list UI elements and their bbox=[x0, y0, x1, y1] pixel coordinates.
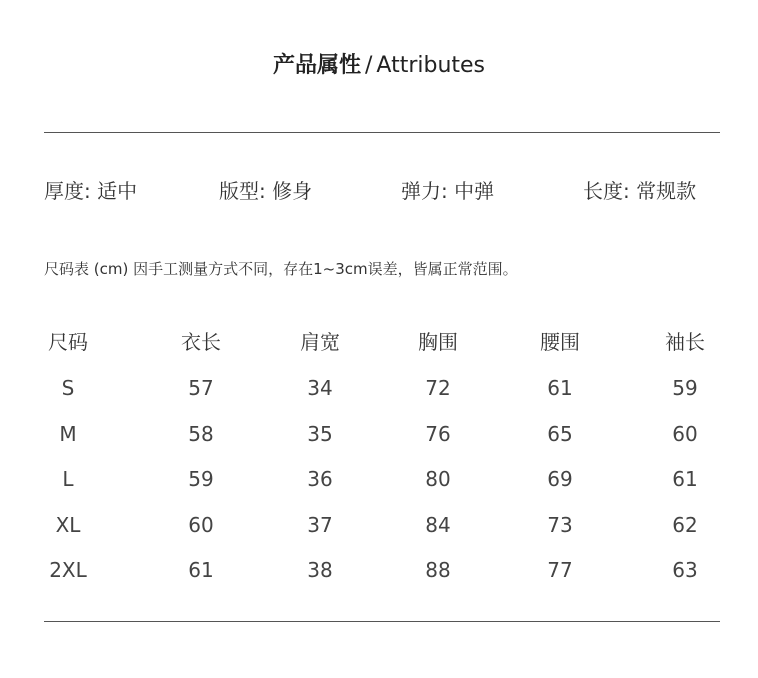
title-en: Attributes bbox=[376, 53, 486, 78]
table-cell: 59 bbox=[188, 467, 214, 491]
table-cell: 77 bbox=[547, 558, 573, 582]
attribute-key: 弹力 : bbox=[401, 179, 454, 203]
table-cell: 76 bbox=[425, 422, 451, 446]
table-cell: 60 bbox=[672, 422, 698, 446]
size-label-cell: L bbox=[62, 467, 74, 491]
attribute-key: 版型 : bbox=[219, 179, 272, 203]
title-cn: 产品属性 bbox=[272, 53, 361, 78]
size-label-cell: 2XL bbox=[49, 558, 87, 582]
attribute-thickness bbox=[44, 176, 137, 206]
table-cell: 61 bbox=[547, 376, 573, 400]
page-title bbox=[0, 50, 758, 82]
table-cell: 37 bbox=[307, 513, 333, 537]
table-cell: 34 bbox=[307, 376, 333, 400]
attribute-length bbox=[583, 176, 696, 206]
table-cell: 69 bbox=[547, 467, 573, 491]
table-cell: 59 bbox=[672, 376, 698, 400]
table-cell: 80 bbox=[425, 467, 451, 491]
size-label-cell: S bbox=[61, 376, 75, 400]
table-cell: 88 bbox=[425, 558, 451, 582]
attribute-fit bbox=[219, 176, 312, 206]
table-cell: 73 bbox=[547, 513, 573, 537]
column-header: 腰围 bbox=[540, 330, 580, 354]
title-separator: / bbox=[364, 53, 373, 78]
table-cell: 65 bbox=[547, 422, 573, 446]
table-cell: 35 bbox=[307, 422, 333, 446]
table-cell: 57 bbox=[188, 376, 214, 400]
column-header: 尺码 bbox=[48, 330, 88, 354]
attribute-key: 厚度 : bbox=[44, 179, 97, 203]
table-cell: 61 bbox=[188, 558, 214, 582]
table-cell: 61 bbox=[672, 467, 698, 491]
table-cell: 38 bbox=[307, 558, 333, 582]
column-header: 袖长 bbox=[665, 330, 705, 354]
table-cell: 58 bbox=[188, 422, 214, 446]
size-label-cell: M bbox=[59, 422, 77, 446]
table-cell: 72 bbox=[425, 376, 451, 400]
top-divider bbox=[44, 132, 720, 133]
size-note: 尺码表 (cm) 因手工测量方式不同，存在1~3cm误差，皆属正常范围。 bbox=[44, 260, 518, 278]
attribute-key: 长度 : bbox=[583, 179, 636, 203]
attribute-elasticity bbox=[401, 176, 494, 206]
table-cell: 63 bbox=[672, 558, 698, 582]
attribute-value: 中弹 bbox=[454, 179, 495, 203]
attribute-value: 适中 bbox=[97, 179, 138, 203]
table-cell: 84 bbox=[425, 513, 451, 537]
table-cell: 36 bbox=[307, 467, 333, 491]
table-cell: 62 bbox=[672, 513, 698, 537]
table-cell: 60 bbox=[188, 513, 214, 537]
column-header: 肩宽 bbox=[300, 330, 340, 354]
size-label-cell: XL bbox=[55, 513, 81, 537]
bottom-divider bbox=[44, 621, 720, 622]
column-header: 胸围 bbox=[418, 330, 458, 354]
column-header: 衣长 bbox=[181, 330, 221, 354]
attribute-value: 常规款 bbox=[636, 179, 697, 203]
attribute-row bbox=[44, 176, 720, 206]
attribute-value: 修身 bbox=[272, 179, 313, 203]
